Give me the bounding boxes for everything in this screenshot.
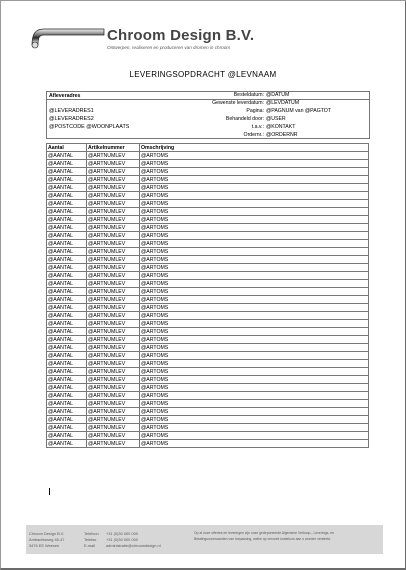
article-number-cell: @ARTNUMLEV: [87, 256, 140, 264]
quantity-cell: @AANTAL: [47, 224, 87, 232]
quantity-cell: @AANTAL: [47, 376, 87, 384]
description-cell: @ARTOMS: [140, 312, 369, 320]
article-number-cell: @ARTNUMLEV: [87, 432, 140, 440]
description-cell: @ARTOMS: [140, 288, 369, 296]
footer-phone-label: Telefoon: [84, 531, 99, 536]
meta-value: @KONTAKT: [266, 124, 296, 130]
article-number-cell: @ARTNUMLEV: [87, 440, 140, 448]
table-row: [47, 216, 369, 224]
description-cell: @ARTOMS: [140, 392, 369, 400]
company-name: Chroom Design B.V.: [107, 27, 255, 44]
meta-row-attention: [187, 124, 367, 132]
article-number-cell: @ARTNUMLEV: [87, 160, 140, 168]
description-cell: @ARTOMS: [140, 168, 369, 176]
article-number-cell: @ARTNUMLEV: [87, 344, 140, 352]
table-row: [47, 408, 369, 416]
article-number-cell: @ARTNUMLEV: [87, 152, 140, 160]
table-row: [47, 248, 369, 256]
quantity-cell: @AANTAL: [47, 320, 87, 328]
description-cell: @ARTOMS: [140, 424, 369, 432]
article-number-cell: @ARTNUMLEV: [87, 224, 140, 232]
footer-fax-label: Telefax: [84, 537, 97, 542]
description-cell: @ARTOMS: [140, 304, 369, 312]
meta-label: Behandeld door:: [225, 116, 264, 122]
article-number-cell: @ARTNUMLEV: [87, 288, 140, 296]
description-cell: @ARTOMS: [140, 416, 369, 424]
table-row: [47, 320, 369, 328]
table-row: [47, 392, 369, 400]
quantity-cell: @AANTAL: [47, 328, 87, 336]
delivery-address-line-3: @POSTCODE @WOONPLAATS: [49, 124, 130, 130]
quantity-cell: @AANTAL: [47, 360, 87, 368]
description-cell: @ARTOMS: [140, 352, 369, 360]
description-cell: @ARTOMS: [140, 408, 369, 416]
delivery-info-box: [46, 91, 370, 139]
quantity-cell: @AANTAL: [47, 440, 87, 448]
footer-phone: +31 (0)30 000 000: [106, 531, 138, 536]
meta-value: @USER: [266, 116, 286, 122]
article-number-cell: @ARTNUMLEV: [87, 352, 140, 360]
table-row: [47, 432, 369, 440]
company-tagline: Ontwerpen, realiseren en produceren van dromen in chroom: [107, 45, 231, 50]
table-row: [47, 360, 369, 368]
quantity-cell: @AANTAL: [47, 184, 87, 192]
quantity-cell: @AANTAL: [47, 424, 87, 432]
article-number-cell: @ARTNUMLEV: [87, 272, 140, 280]
table-row: [47, 240, 369, 248]
quantity-cell: @AANTAL: [47, 384, 87, 392]
column-header-quantity: Aantal: [47, 144, 87, 152]
table-row: [47, 152, 369, 160]
description-cell: @ARTOMS: [140, 440, 369, 448]
table-row: [47, 288, 369, 296]
quantity-cell: @AANTAL: [47, 432, 87, 440]
quantity-cell: @AANTAL: [47, 168, 87, 176]
article-number-cell: @ARTNUMLEV: [87, 376, 140, 384]
table-row: [47, 424, 369, 432]
quantity-cell: @AANTAL: [47, 336, 87, 344]
delivery-address-label: Afleveradres: [49, 93, 81, 99]
footer-email: administratie@chroomdesign.nl: [106, 543, 161, 548]
description-cell: @ARTOMS: [140, 264, 369, 272]
order-lines-body: [47, 152, 369, 448]
meta-label: Ordernr.:: [243, 132, 264, 138]
quantity-cell: @AANTAL: [47, 192, 87, 200]
article-number-cell: @ARTNUMLEV: [87, 264, 140, 272]
chrome-pipe-logo: [30, 23, 106, 49]
quantity-cell: @AANTAL: [47, 200, 87, 208]
article-number-cell: @ARTNUMLEV: [87, 360, 140, 368]
table-row: [47, 328, 369, 336]
column-header-article-number: Artikelnummer: [87, 144, 140, 152]
description-cell: @ARTOMS: [140, 240, 369, 248]
order-lines-table: [46, 143, 369, 448]
table-row: [47, 368, 369, 376]
description-cell: @ARTOMS: [140, 328, 369, 336]
quantity-cell: @AANTAL: [47, 248, 87, 256]
quantity-cell: @AANTAL: [47, 272, 87, 280]
quantity-cell: @AANTAL: [47, 296, 87, 304]
table-row: [47, 384, 369, 392]
column-header-description: Omschrijving: [140, 144, 369, 152]
article-number-cell: @ARTNUMLEV: [87, 248, 140, 256]
table-row: [47, 376, 369, 384]
quantity-cell: @AANTAL: [47, 288, 87, 296]
table-row: [47, 272, 369, 280]
quantity-cell: @AANTAL: [47, 400, 87, 408]
table-row: [47, 312, 369, 320]
description-cell: @ARTOMS: [140, 296, 369, 304]
article-number-cell: @ARTNUMLEV: [87, 216, 140, 224]
footer-fax: +31 (0)30 000 000: [106, 537, 138, 542]
quantity-cell: @AANTAL: [47, 216, 87, 224]
quantity-cell: @AANTAL: [47, 160, 87, 168]
quantity-cell: @AANTAL: [47, 176, 87, 184]
meta-label: Pagina:: [246, 108, 264, 114]
footer-company-name: Chroom Design B.V.: [29, 531, 65, 536]
description-cell: @ARTOMS: [140, 232, 369, 240]
table-row: [47, 296, 369, 304]
meta-row-order-number: [187, 132, 367, 140]
table-row: [47, 232, 369, 240]
meta-label: t.a.v.:: [251, 124, 264, 130]
footer-bar: [26, 525, 383, 554]
quantity-cell: @AANTAL: [47, 408, 87, 416]
meta-label: Besteldatum:: [233, 92, 264, 98]
table-row: [47, 400, 369, 408]
description-cell: @ARTOMS: [140, 384, 369, 392]
article-number-cell: @ARTNUMLEV: [87, 424, 140, 432]
document-title: LEVERINGSOPDRACHT @LEVNAAM: [129, 70, 277, 79]
description-cell: @ARTOMS: [140, 176, 369, 184]
description-cell: @ARTOMS: [140, 200, 369, 208]
description-cell: @ARTOMS: [140, 280, 369, 288]
article-number-cell: @ARTNUMLEV: [87, 208, 140, 216]
quantity-cell: @AANTAL: [47, 344, 87, 352]
meta-row-page: [187, 108, 367, 116]
table-row: [47, 264, 369, 272]
delivery-address-line-1: @LEVERADRES1: [49, 108, 94, 114]
text-cursor: [49, 488, 50, 495]
meta-row-delivery-date: [187, 100, 367, 108]
description-cell: @ARTOMS: [140, 320, 369, 328]
description-cell: @ARTOMS: [140, 224, 369, 232]
meta-row-order-date: [187, 92, 367, 100]
table-row: [47, 280, 369, 288]
quantity-cell: @AANTAL: [47, 264, 87, 272]
article-number-cell: @ARTNUMLEV: [87, 328, 140, 336]
meta-row-handled-by: [187, 116, 367, 124]
description-cell: @ARTOMS: [140, 360, 369, 368]
article-number-cell: @ARTNUMLEV: [87, 296, 140, 304]
article-number-cell: @ARTNUMLEV: [87, 304, 140, 312]
footer-email-label: E-mail: [84, 543, 96, 548]
description-cell: @ARTOMS: [140, 248, 369, 256]
article-number-cell: @ARTNUMLEV: [87, 200, 140, 208]
description-cell: @ARTOMS: [140, 432, 369, 440]
quantity-cell: @AANTAL: [47, 280, 87, 288]
meta-value: @LEVDATUM: [266, 100, 300, 106]
description-cell: @ARTOMS: [140, 216, 369, 224]
table-row: [47, 336, 369, 344]
article-number-cell: @ARTNUMLEV: [87, 232, 140, 240]
article-number-cell: @ARTNUMLEV: [87, 392, 140, 400]
description-cell: @ARTOMS: [140, 184, 369, 192]
meta-value: @ORDERNR: [266, 132, 298, 138]
table-row: [47, 416, 369, 424]
table-row: [47, 176, 369, 184]
table-row: [47, 184, 369, 192]
article-number-cell: @ARTNUMLEV: [87, 280, 140, 288]
table-row: [47, 160, 369, 168]
description-cell: @ARTOMS: [140, 368, 369, 376]
article-number-cell: @ARTNUMLEV: [87, 320, 140, 328]
footer-city: 3476 EE Weesen: [29, 543, 60, 548]
table-row: [47, 256, 369, 264]
quantity-cell: @AANTAL: [47, 304, 87, 312]
quantity-cell: @AANTAL: [47, 352, 87, 360]
quantity-cell: @AANTAL: [47, 240, 87, 248]
footer-street: Ambachtsweg 45-47: [29, 537, 65, 542]
article-number-cell: @ARTNUMLEV: [87, 240, 140, 248]
description-cell: @ARTOMS: [140, 256, 369, 264]
footer-terms-line-1: Op al onze offertes en leveringen zijn onze gedeponeerde Algemene Verkoop-, Leverings- en: [194, 531, 334, 535]
meta-value: @DATUM: [266, 92, 290, 98]
table-row: [47, 440, 369, 448]
table-row: [47, 304, 369, 312]
table-row: [47, 224, 369, 232]
description-cell: @ARTOMS: [140, 400, 369, 408]
article-number-cell: @ARTNUMLEV: [87, 336, 140, 344]
quantity-cell: @AANTAL: [47, 312, 87, 320]
table-row: [47, 344, 369, 352]
article-number-cell: @ARTNUMLEV: [87, 312, 140, 320]
description-cell: @ARTOMS: [140, 272, 369, 280]
meta-value: @PAGNUM van @PAGTOT: [266, 108, 332, 114]
meta-label: Gewenste leverdatum:: [212, 100, 264, 106]
footer-terms-line-2: Betalingsvoorwaarden van toepassing, welke op verzoek kosteloos aan u worden verstrekt.: [194, 537, 332, 541]
article-number-cell: @ARTNUMLEV: [87, 408, 140, 416]
quantity-cell: @AANTAL: [47, 368, 87, 376]
description-cell: @ARTOMS: [140, 208, 369, 216]
description-cell: @ARTOMS: [140, 376, 369, 384]
table-header-row: [47, 144, 369, 152]
table-row: [47, 352, 369, 360]
description-cell: @ARTOMS: [140, 160, 369, 168]
quantity-cell: @AANTAL: [47, 416, 87, 424]
description-cell: @ARTOMS: [140, 192, 369, 200]
quantity-cell: @AANTAL: [47, 152, 87, 160]
description-cell: @ARTOMS: [140, 344, 369, 352]
article-number-cell: @ARTNUMLEV: [87, 192, 140, 200]
article-number-cell: @ARTNUMLEV: [87, 368, 140, 376]
quantity-cell: @AANTAL: [47, 232, 87, 240]
quantity-cell: @AANTAL: [47, 256, 87, 264]
quantity-cell: @AANTAL: [47, 392, 87, 400]
article-number-cell: @ARTNUMLEV: [87, 400, 140, 408]
article-number-cell: @ARTNUMLEV: [87, 184, 140, 192]
description-cell: @ARTOMS: [140, 152, 369, 160]
article-number-cell: @ARTNUMLEV: [87, 176, 140, 184]
article-number-cell: @ARTNUMLEV: [87, 168, 140, 176]
article-number-cell: @ARTNUMLEV: [87, 384, 140, 392]
description-cell: @ARTOMS: [140, 336, 369, 344]
table-row: [47, 192, 369, 200]
table-row: [47, 200, 369, 208]
article-number-cell: @ARTNUMLEV: [87, 416, 140, 424]
table-row: [47, 208, 369, 216]
table-row: [47, 168, 369, 176]
delivery-address-line-2: @LEVERADRES2: [49, 116, 94, 122]
quantity-cell: @AANTAL: [47, 208, 87, 216]
